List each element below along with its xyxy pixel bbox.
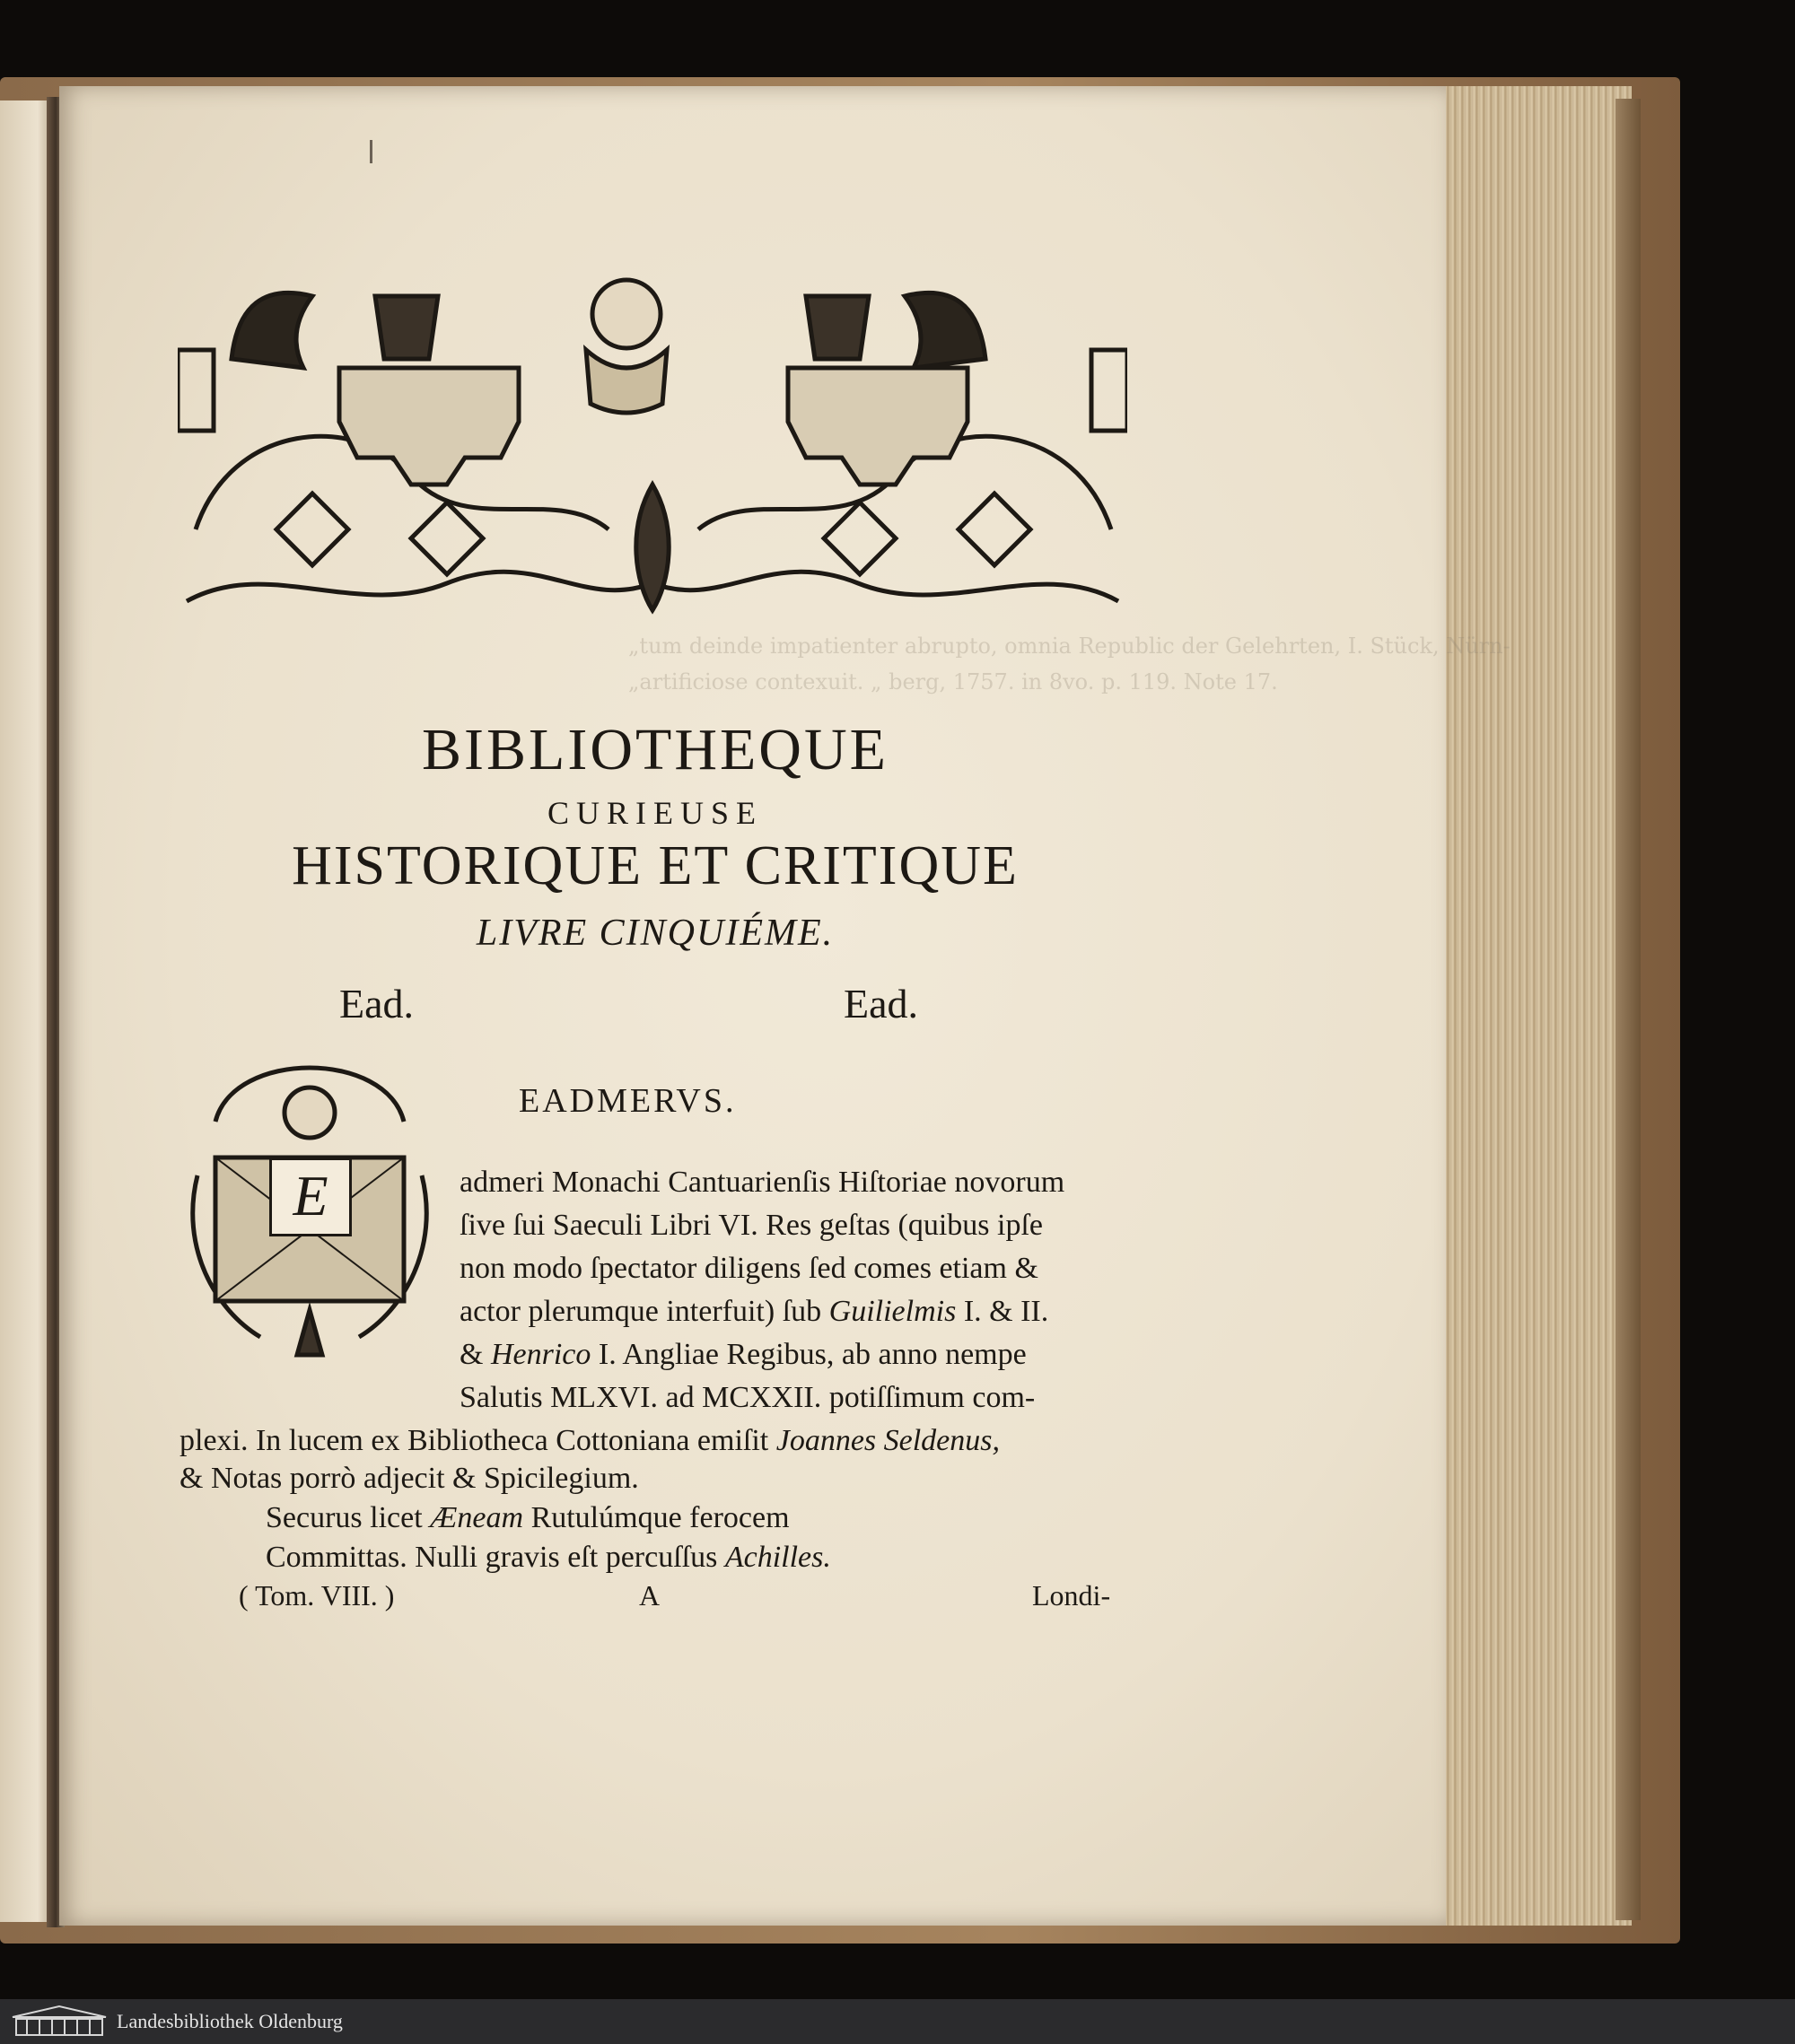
page-edges-shadow (1616, 99, 1641, 1920)
ead-left: Ead. (339, 981, 415, 1026)
body-line-4 (460, 1294, 1048, 1330)
body-name-guilielmis: Guilielmis (828, 1295, 957, 1328)
book-label: LIVRE CINQUIÉME. (476, 913, 835, 954)
signature-mark: A (639, 1579, 661, 1612)
body-line-5-tail: I. Angliae Regibus, ab anno nempe (598, 1338, 1027, 1371)
body-line-2: ſive ſui Saeculi Libri VI. Res geſtas (quibus ipſe (460, 1209, 1043, 1242)
verse-line-2 (266, 1540, 831, 1576)
verse-1c: Rutulúmque ferocem (530, 1501, 790, 1534)
left-page-edge (0, 100, 54, 1922)
body-line-3: non modo ſpectator diligens ſed comes etiam & (460, 1252, 1038, 1285)
verse-1b: Æneam (430, 1501, 524, 1534)
body-line-4-text: actor plerumque interfuit) ſub (460, 1295, 822, 1328)
verse-1a: Securus licet (266, 1501, 423, 1534)
verse-line-1 (266, 1500, 790, 1536)
volume-mark-text: ( Tom. VIII. ) (239, 1579, 395, 1612)
verse-2b: Nulli gravis eſt percuſſus (415, 1541, 718, 1574)
volume-mark (239, 1579, 394, 1612)
body-name-henrico: Henrico (490, 1338, 591, 1371)
page-edges (1436, 86, 1632, 1926)
library-label[interactable]: Landesbibliothek Oldenburg (117, 2010, 343, 2032)
body-line-5-amp: & (460, 1338, 484, 1371)
pencil-mark (370, 140, 372, 163)
body-line-8: & Notas porrò adjecit & Spicilegium. (180, 1462, 639, 1495)
title-historique-critique: HISTORIQUE ET CRITIQUE (292, 835, 1019, 896)
body-line-1: admeri Monachi Cantuarienſis Hiſtoriae novorum (460, 1166, 1065, 1199)
bleed-through-line: „artificiose contexuit. „ berg, 1757. in 8vo. p. 119. Note 17. (628, 669, 1278, 694)
library-building-icon (9, 2005, 109, 2039)
initial-letter: E (269, 1157, 352, 1236)
verse-2c: Achilles. (724, 1541, 831, 1574)
body-line-7 (180, 1423, 1000, 1459)
body-line-4-tail: I. & II. (963, 1295, 1049, 1328)
title-curieuse: CURIEUSE (547, 795, 763, 831)
ead-right: Ead. (844, 981, 919, 1026)
body-line-7-text: plexi. In lucem ex Bibliotheca Cottoniana emiſit (180, 1424, 769, 1457)
verse-2a: Committas. (266, 1541, 407, 1574)
bleed-through-line: „tum deinde impatienter abrupto, omnia Republic der Gelehrten, I. Stück, Nürn- (628, 633, 1510, 659)
catchword: Londi- (1032, 1579, 1111, 1612)
body-name-seldenus: Joannes Seldenus, (775, 1424, 1001, 1457)
title-bibliotheque: BIBLIOTHEQUE (422, 717, 889, 782)
footer-bar (0, 1999, 1795, 2044)
headpiece-ornament (178, 260, 1127, 646)
section-heading: EADMERVS. (519, 1082, 737, 1120)
body-line-5 (460, 1337, 1027, 1373)
body-line-6: Salutis MLXVI. ad MCXXII. potiſſimum com- (460, 1381, 1036, 1414)
